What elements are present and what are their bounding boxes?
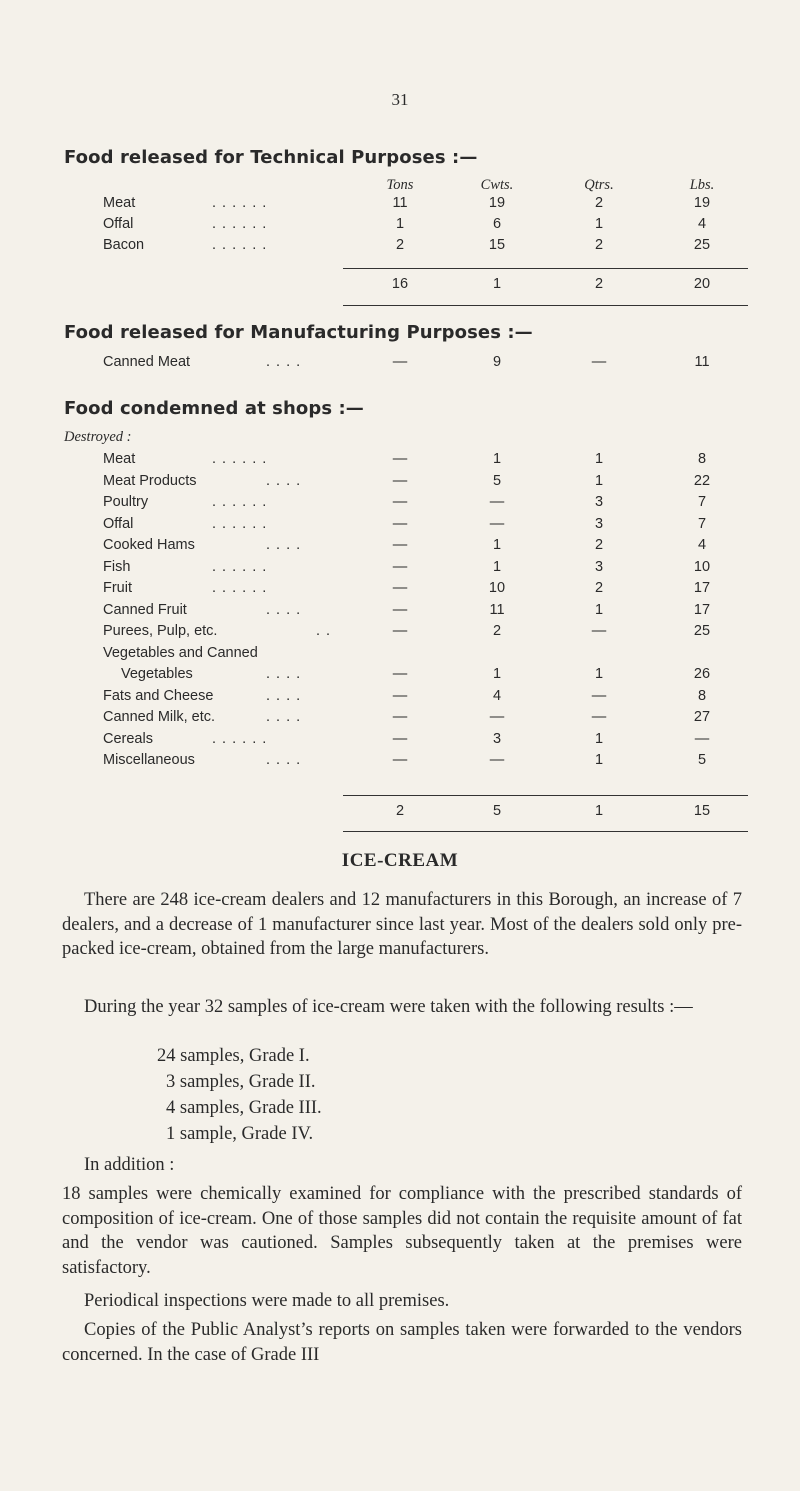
table-row <box>0 537 800 561</box>
tons-cell: — <box>392 580 408 596</box>
table-row <box>0 752 800 776</box>
row-label: Vegetables <box>121 666 193 682</box>
leader-dots: . . . . <box>266 752 302 768</box>
ice-cream-paragraph-3: In addition : <box>84 1155 175 1175</box>
tons-cell: — <box>392 451 408 467</box>
tons-cell: — <box>392 515 408 532</box>
table-row <box>0 666 800 690</box>
col-qtrs: Qtrs. <box>584 177 614 193</box>
table-row <box>0 559 800 583</box>
row-label: Meat <box>103 195 136 211</box>
cwts-cell: — <box>489 709 505 725</box>
table-row <box>0 354 800 378</box>
tons-cell: — <box>392 472 408 489</box>
row-label: Fruit <box>103 580 132 596</box>
total-qtrs: 1 <box>594 803 604 819</box>
technical-total-row <box>0 276 800 300</box>
table-row <box>0 451 800 475</box>
result-grade-2: 3 samples, Grade II. <box>166 1072 316 1092</box>
col-lbs: Lbs. <box>689 177 715 193</box>
leader-dots: . . . . <box>266 687 302 704</box>
rule <box>343 305 748 306</box>
cwts-cell: 1 <box>492 537 502 553</box>
cwts-cell: 19 <box>488 195 506 211</box>
cwts-cell: 2 <box>492 623 502 639</box>
row-label: Purees, Pulp, etc. <box>103 623 218 639</box>
qtrs-cell: — <box>591 687 607 704</box>
qtrs-cell: — <box>591 709 607 725</box>
row-label: Miscellaneous <box>103 752 195 768</box>
table-row <box>0 709 800 733</box>
qtrs-cell: 3 <box>594 515 604 532</box>
cwts-cell: 1 <box>492 666 502 682</box>
qtrs-cell: 2 <box>594 580 604 596</box>
condemned-total-row <box>0 803 800 827</box>
technical-heading: Food released for Technical Purposes :— <box>64 147 478 168</box>
lbs-cell: 7 <box>697 515 707 532</box>
rule <box>343 795 748 796</box>
leader-dots: . . . . . . <box>212 580 268 596</box>
lbs-cell: 4 <box>697 537 707 553</box>
row-label: Canned Milk, etc. <box>103 709 216 725</box>
rule <box>343 268 748 269</box>
result-grade-4: 1 sample, Grade IV. <box>166 1124 314 1144</box>
ice-cream-paragraph-2: During the year 32 samples of ice-cream were taken with the following results :— <box>84 997 693 1017</box>
leader-dots: . . . . <box>266 537 302 553</box>
leader-dots: . . . . <box>266 709 302 725</box>
table-row <box>0 645 800 669</box>
lbs-cell: 22 <box>693 472 711 489</box>
qtrs-cell: 1 <box>594 666 604 682</box>
tons-cell: — <box>392 752 408 768</box>
cwts-cell: — <box>489 494 505 510</box>
leader-dots: . . . . . . <box>212 730 268 747</box>
total-cwts: 1 <box>492 276 502 292</box>
tons-cell: 2 <box>395 237 405 253</box>
cwts-cell: 5 <box>492 472 502 489</box>
lbs-cell: 8 <box>697 451 707 467</box>
lbs-cell: 25 <box>693 623 711 639</box>
total-tons: 2 <box>395 803 405 819</box>
lbs-cell: 4 <box>697 216 707 232</box>
leader-dots: . . . . <box>266 666 302 682</box>
row-label: Meat Products <box>103 472 197 489</box>
table-row <box>0 731 800 755</box>
cwts-cell: 10 <box>488 580 506 596</box>
qtrs-cell: — <box>591 623 607 639</box>
tons-cell: — <box>392 354 408 370</box>
tons-cell: 11 <box>392 195 408 211</box>
lbs-cell: 10 <box>693 558 711 575</box>
table-row <box>0 473 800 497</box>
lbs-cell: — <box>694 730 710 747</box>
row-label: Fish <box>103 558 131 575</box>
row-label: Fats and Cheese <box>103 687 214 704</box>
qtrs-cell: 1 <box>594 601 604 618</box>
leader-dots: . . . . . . <box>212 237 268 253</box>
qtrs-cell: 2 <box>594 537 604 553</box>
lbs-cell: 11 <box>694 354 710 370</box>
cwts-cell: 1 <box>492 451 502 467</box>
qtrs-cell: 2 <box>594 237 604 253</box>
row-label: Poultry <box>103 494 149 510</box>
cwts-cell: 9 <box>492 354 502 370</box>
tons-cell: — <box>392 558 408 575</box>
total-tons: 16 <box>391 276 409 292</box>
lbs-cell: 19 <box>693 195 711 211</box>
row-label: Canned Fruit <box>103 601 187 618</box>
col-cwts: Cwts. <box>480 177 514 193</box>
qtrs-cell: 1 <box>594 752 604 768</box>
col-tons: Tons <box>386 177 414 193</box>
leader-dots: . . . . . . <box>212 451 268 467</box>
row-label: Meat <box>103 451 136 467</box>
lbs-cell: 17 <box>693 580 711 596</box>
row-label: Canned Meat <box>103 354 191 370</box>
tons-cell: — <box>392 666 408 682</box>
ice-cream-title: ICE-CREAM <box>341 850 459 871</box>
cwts-cell: — <box>489 515 505 532</box>
ice-cream-paragraph-5: Periodical inspections were made to all premises. <box>84 1291 450 1311</box>
total-lbs: 20 <box>693 276 711 292</box>
qtrs-cell: 1 <box>594 216 604 232</box>
leader-dots: . . . . . . <box>212 195 268 211</box>
lbs-cell: 26 <box>693 666 711 682</box>
row-label: Bacon <box>103 237 145 253</box>
tons-cell: — <box>392 623 408 639</box>
tons-cell: — <box>392 687 408 704</box>
table-row <box>0 516 800 540</box>
cwts-cell: 11 <box>489 601 505 618</box>
total-lbs: 15 <box>693 803 711 819</box>
leader-dots: . . . . <box>266 601 302 618</box>
table-row <box>0 237 800 261</box>
result-grade-1: 24 samples, Grade I. <box>157 1046 310 1066</box>
result-grade-3: 4 samples, Grade III. <box>166 1098 322 1118</box>
ice-cream-paragraph-4: 18 samples were chemically examined for compliance with the prescribed standards of composition of ice-cream. One of those samples did not contain the requisite amount of fat and the vendor was cautioned. Samples subsequently taken at the premises were satisfactory. <box>62 1184 742 1278</box>
leader-dots: . . . . . . <box>212 494 268 510</box>
leader-dots: . . . . <box>266 354 302 370</box>
cwts-cell: 6 <box>492 216 502 232</box>
cwts-cell: — <box>489 752 505 768</box>
qtrs-cell: 1 <box>594 451 604 467</box>
row-label: Offal <box>103 216 134 232</box>
qtrs-cell: — <box>591 354 607 370</box>
cwts-cell: 3 <box>492 730 502 747</box>
row-label: Offal <box>103 515 134 532</box>
row-label: Cereals <box>103 730 153 747</box>
tons-cell: 1 <box>395 216 405 232</box>
ice-cream-paragraph-1: There are 248 ice-cream dealers and 12 manufacturers in this Borough, an increase of 7 dealers, and a decrease of 1 manufacturer since last year. Most of the dealers sold only pre-packed ice-cream, obtained from the large manufacturers. <box>62 890 742 959</box>
row-label: Vegetables and Canned <box>103 644 258 661</box>
table-row <box>0 580 800 604</box>
qtrs-cell: 3 <box>594 558 604 575</box>
lbs-cell: 7 <box>697 494 707 510</box>
qtrs-cell: 2 <box>594 195 604 211</box>
table-row <box>0 602 800 626</box>
cwts-cell: 1 <box>492 558 502 575</box>
qtrs-cell: 3 <box>594 494 604 510</box>
table-row <box>0 494 800 518</box>
lbs-cell: 17 <box>693 601 711 618</box>
tons-cell: — <box>392 601 408 618</box>
page-number: 31 <box>391 90 409 109</box>
rule <box>343 831 748 832</box>
destroyed-subheading: Destroyed : <box>64 429 132 445</box>
manufacturing-heading: Food released for Manufacturing Purposes :— <box>64 322 533 343</box>
leader-dots: . . . . <box>266 472 302 489</box>
qtrs-cell: 1 <box>594 472 604 489</box>
qtrs-cell: 1 <box>594 730 604 747</box>
tons-cell: — <box>392 494 408 510</box>
cwts-cell: 4 <box>492 687 502 704</box>
tons-cell: — <box>392 537 408 553</box>
lbs-cell: 25 <box>693 237 711 253</box>
cwts-cell: 15 <box>488 237 506 253</box>
leader-dots: . . . . . . <box>212 515 268 532</box>
total-qtrs: 2 <box>594 276 604 292</box>
leader-dots: . . . . . . <box>212 558 268 575</box>
lbs-cell: 8 <box>697 687 707 704</box>
tons-cell: — <box>392 709 408 725</box>
lbs-cell: 5 <box>697 752 707 768</box>
row-label: Cooked Hams <box>103 537 195 553</box>
tons-cell: — <box>392 730 408 747</box>
lbs-cell: 27 <box>693 709 711 725</box>
ice-cream-paragraph-6: Copies of the Public Analyst’s reports on samples taken were forwarded to the vendors concerned. In the case of Grade III <box>62 1320 742 1365</box>
leader-dots: . . <box>316 623 332 639</box>
condemned-heading: Food condemned at shops :— <box>64 398 364 419</box>
total-cwts: 5 <box>492 803 502 819</box>
table-row <box>0 623 800 647</box>
leader-dots: . . . . . . <box>212 216 268 232</box>
table-row <box>0 688 800 712</box>
